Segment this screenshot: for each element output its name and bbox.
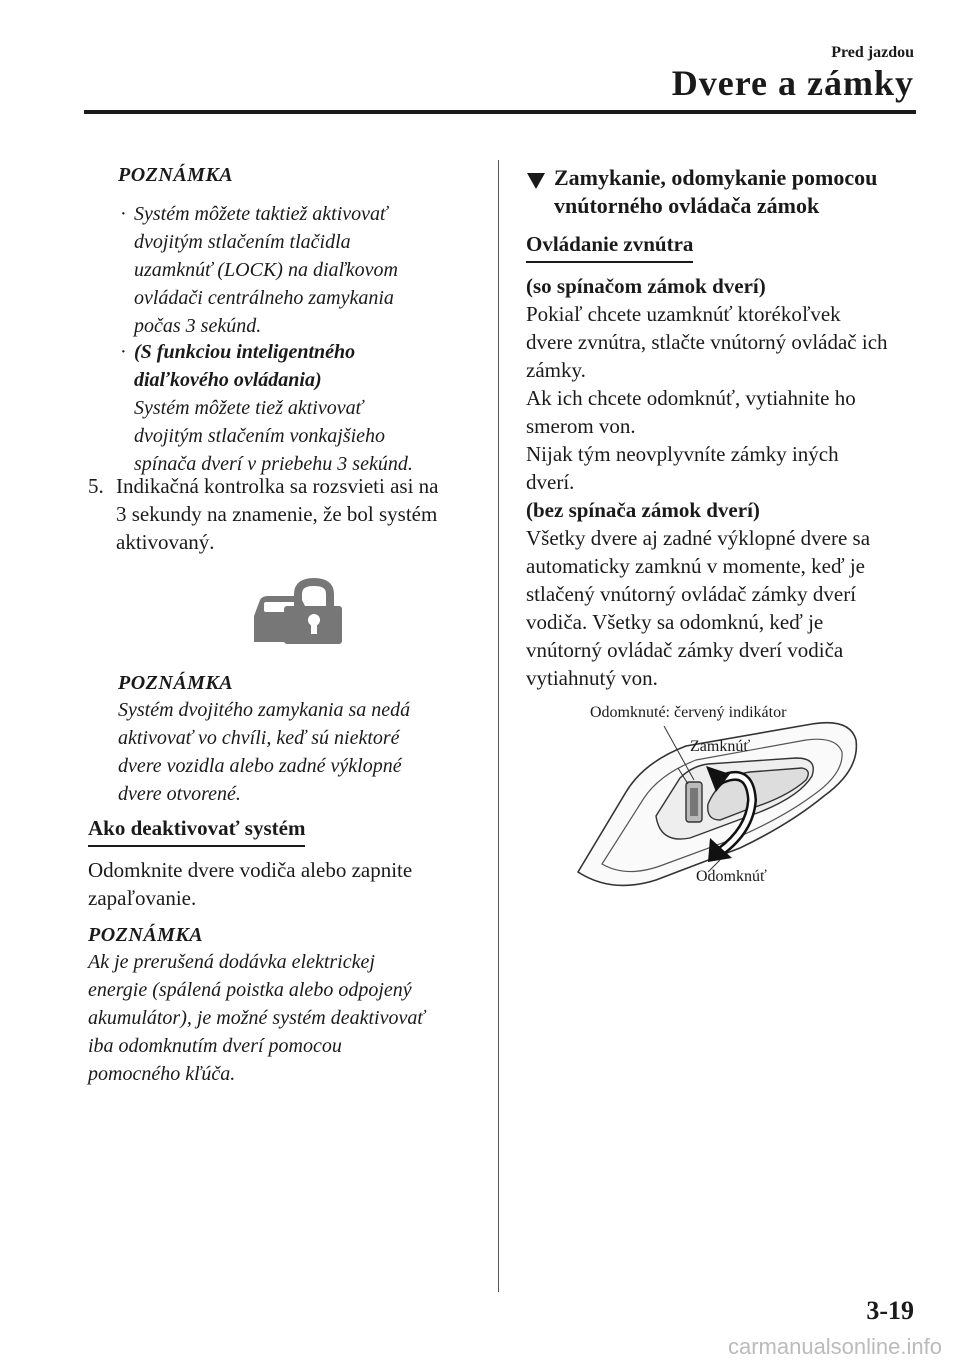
deactivate-heading-wrap <box>88 816 305 847</box>
note-2-text: Systém dvojitého zamykania sa nedá aktivovať vo chvíli, keď sú niektoré dvere vozidla alebo zadné výklopné dvere otvorené. <box>118 699 411 805</box>
step-number: 5. <box>88 474 104 498</box>
step-5: 5. Indikačná kontrolka sa rozsvieti asi na 3 sekundy na znamenie, že bol systém aktivovaný. <box>88 474 439 554</box>
subheading: Ovládanie zvnútra <box>526 232 693 263</box>
note-bullet-1: · Systém môžete taktiež aktivovať dvojitým stlačením tlačidla uzamknúť (LOCK) na diaľkovom ovládači centrálneho zamykania počas 3 sekúnd. <box>134 200 484 340</box>
lock-indicator-icon <box>248 576 344 648</box>
note-title: POZNÁMKA <box>88 924 204 946</box>
label-unlock: Odomknúť <box>696 868 767 885</box>
note-3-text: Ak je prerušená dodávka elektrickej energie (spálená poistka alebo odpojený akumulátor), je možné systém deaktivovať iba odomknutím dverí pomocou pomocného kľúča. <box>88 951 425 1085</box>
note-title: POZNÁMKA <box>118 164 234 186</box>
column-divider <box>498 160 499 1292</box>
section-title: Dvere a zámky <box>671 63 914 103</box>
note-title: POZNÁMKA <box>118 672 234 694</box>
without-switch-title: (bez spínača zámok dverí) <box>526 498 760 522</box>
with-switch-title: (so spínačom zámok dverí) <box>526 274 766 298</box>
triangle-marker-icon <box>526 172 546 190</box>
label-indicator: Odomknuté: červený indikátor <box>590 704 787 721</box>
page-number: 3-19 <box>866 1296 914 1325</box>
section-heading: Zamykanie, odomykanie pomocou vnútorného ovládača zámok <box>554 165 878 218</box>
label-lock: Zamknúť <box>690 738 751 755</box>
bullet-icon: · <box>120 203 127 225</box>
note-bullet-2: · (S funkciou inteligentného diaľkového ovládania) Systém môžete tiež aktivovať dvojitým stlačením vonkajšieho spínača dverí v priebehu 3 sekúnd. <box>134 338 484 478</box>
with-switch-block: (so spínačom zámok dverí) Pokiaľ chcete uzamknúť ktorékoľvek dvere zvnútra, stlačte vnútorný ovládač ich zámky. Ak ich chcete odomknúť, vytiahnite ho smerom von. Nijak tým neovplyvníte zámky iných dverí. (bez spínača zámok dverí) Všetky dvere aj zadné výklopné dvere sa automaticky zamknú v momente, keď je stlačený vnútorný ovládač zámky dverí vodiča. Všetky sa odomknú, keď je vnútorný ovládač zámky dverí vodiča vytiahnutý von. <box>526 272 926 692</box>
bullet-icon: · <box>120 341 127 363</box>
section-label: Pred jazdou <box>831 44 914 61</box>
watermark: carmanualsonline.info <box>727 1334 942 1359</box>
deactivate-text: Odomknite dvere vodiča alebo zapnite zapaľovanie. <box>88 858 413 910</box>
deactivate-heading: Ako deaktivovať systém <box>88 816 305 847</box>
door-handle-figure <box>560 700 880 900</box>
subheading-wrap <box>526 232 693 263</box>
header-rule <box>84 110 916 114</box>
